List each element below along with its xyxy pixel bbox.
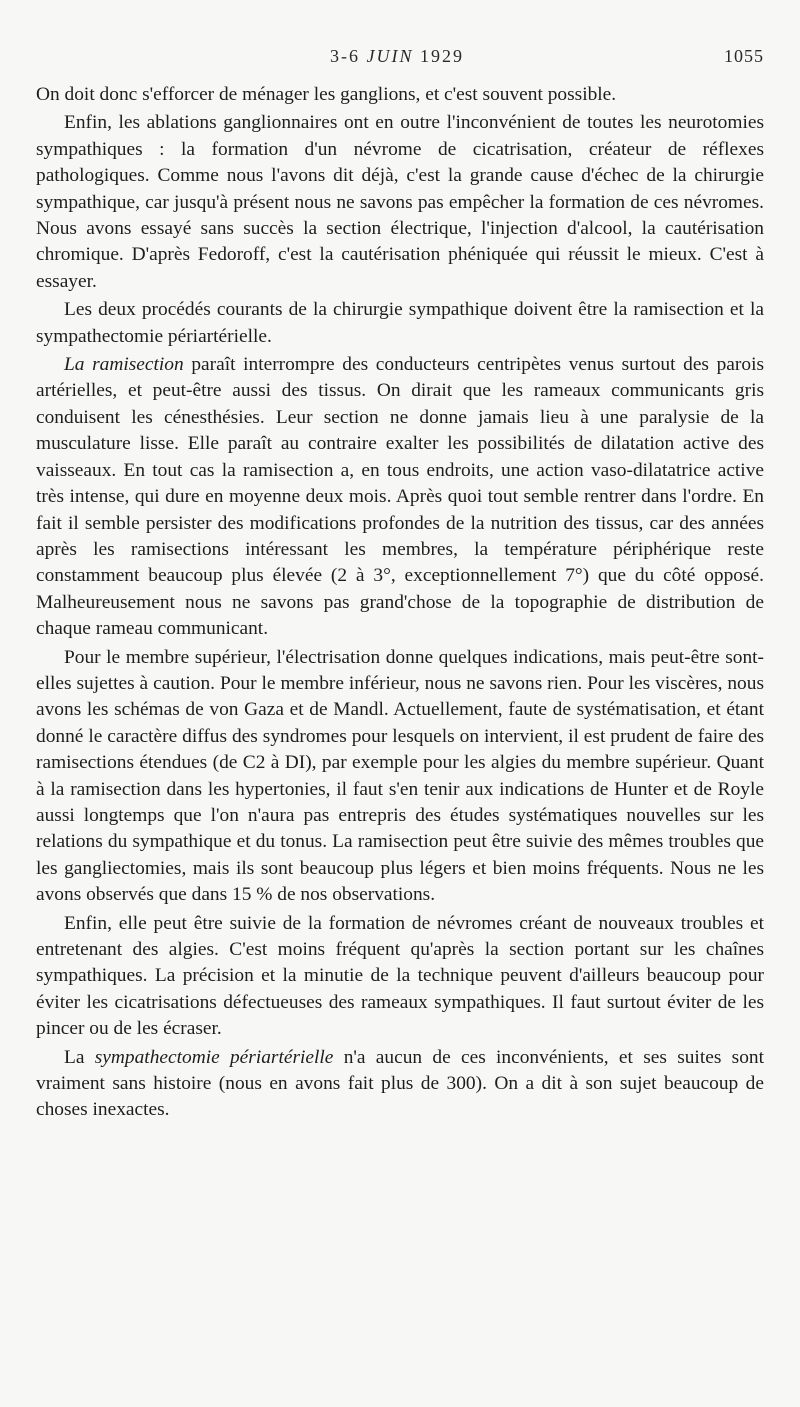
issue-date	[330, 46, 464, 67]
paragraph-7-emphasis: sympathectomie périartérielle	[94, 1046, 334, 1068]
body-text	[36, 82, 764, 1126]
issue-year: 1929	[420, 46, 464, 66]
paragraph-6-text: Enfin, elle peut être suivie de la formation de névromes créant de nouveaux troubles et entretenant des algies. C'est moins fréquent qu'après la section portant sur les chaînes sympathiques. La précision et la minutie de la technique peuvent d'ailleurs beaucoup pour éviter les cicatrisations défectueuses des rameaux sympathiques. Il faut surtout éviter de les pincer ou de les écraser.	[36, 912, 764, 1040]
paragraph-6	[36, 911, 764, 1043]
paragraph-5	[36, 645, 764, 909]
running-header	[0, 40, 800, 72]
paragraph-4	[36, 352, 764, 642]
paragraph-1-text: On doit donc s'efforcer de ménager les ganglions, et c'est souvent possible.	[36, 84, 617, 105]
paragraph-3-text: Les deux procédés courants de la chirurgie sympathique doivent être la ramisection et la sympathectomie périartérielle.	[36, 299, 764, 347]
paragraph-7	[36, 1045, 764, 1124]
paragraph-7-lead: La	[64, 1046, 95, 1068]
paragraph-4-text: paraît interrompre des conducteurs centripètes venus surtout des parois artérielles, et peut-être aussi des tissus. On dirait que les rameaux communicants gris conduisent les cénesthésies. Leur section ne donne jamais lieu à une paralysie de la musculature lisse. Elle paraît au contraire exalter les possibilités de dilatation active des vaisseaux. En tout cas la ramisection a, en tous endroits, une action vaso-dilatatrice active très intense, qui dure en moyenne deux mois. Après quoi tout semble rentrer dans l'ordre. En fait il semble persister des modifications profondes de la nutrition des tissus, car des années après les ramisections intéressant les membres, la température périphérique reste constamment beaucoup plus élevée (2 à 3°, exceptionnellement 7°) que du côté opposé. Malheureusement nous ne savons pas grand'chose de la topographie de distribution de chaque rameau communicant.	[36, 354, 764, 640]
paragraph-1	[36, 82, 764, 108]
paragraph-2-text: Enfin, les ablations ganglionnaires ont en outre l'inconvénient de toutes les neurotomies sympathiques : la formation d'un névrome de cicatrisation, créateur de réflexes pathologiques. Comme nous l'avons dit déjà, c'est la grande cause d'échec de la chirurgie sympathique, car jusqu'à présent nous ne savons pas empêcher la formation de ces névromes. Nous avons essayé sans succès la section électrique, l'injection d'alcool, la cautérisation chromique. D'après Fedoroff, c'est la cautérisation phéniquée qui réussit le mieux. C'est à essayer.	[36, 112, 764, 292]
paragraph-3	[36, 297, 764, 350]
issue-day: 3-6	[330, 46, 360, 66]
paragraph-4-emphasis: La ramisection	[64, 354, 184, 376]
paragraph-2	[36, 110, 764, 295]
issue-month: JUIN	[366, 46, 414, 66]
page-number: 1055	[724, 46, 764, 66]
paragraph-5-text: Pour le membre supérieur, l'électrisation donne quelques indications, mais peut-être sont-elles sujettes à caution. Pour le membre inférieur, nous ne savons rien. Pour les viscères, nous avons les schémas de von Gaza et de Mandl. Actuellement, faute de systématisation, et étant donné le caractère diffus des syndromes pour lesquels on intervient, il est prudent de faire des ramisections étendues (de C2 à DI), par exemple pour les algies du membre supérieur. Quant à la ramisection dans les hypertonies, il faut s'en tenir aux indications de Hunter et de Royle aussi longtemps que l'on n'aura pas entrepris des études systématiques nouvelles sur les relations du sympathique et du tonus. La ramisection peut être suivie des mêmes troubles que les gangliectomies, mais ils sont beaucoup plus légers et bien moins fréquents. Nous ne les avons observés que dans 15 % de nos observations.	[36, 646, 764, 906]
paragraph-7-text: n'a aucun de ces inconvénients, et ses suites sont vraiment sans histoire (nous en avons fait plus de 300). On a dit à son sujet beaucoup de choses inexactes.	[36, 1046, 764, 1121]
